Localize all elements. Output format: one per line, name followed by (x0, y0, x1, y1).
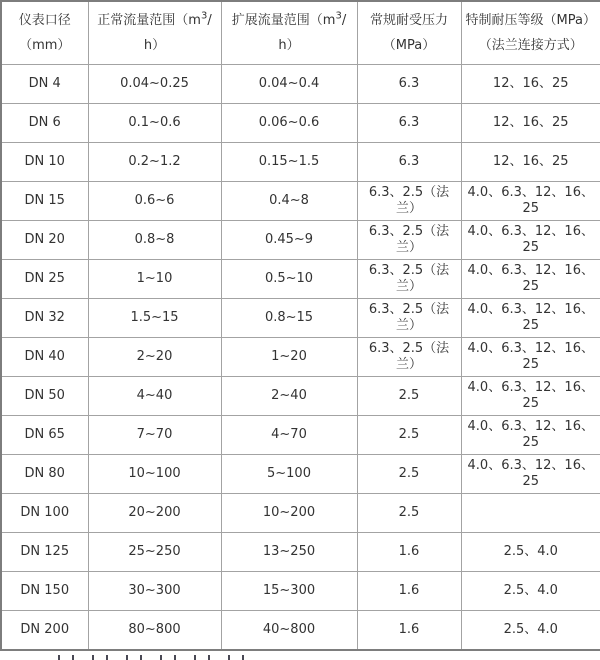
cell-extended-range: 10~200 (221, 494, 357, 533)
cell-normal-range: 0.2~1.2 (88, 143, 221, 182)
cell-normal-range: 25~250 (88, 533, 221, 572)
cell-special-pressure: 4.0、6.3、12、16、25 (461, 182, 600, 221)
cell-diameter: DN 50 (1, 377, 88, 416)
cell-pressure: 2.5 (357, 377, 461, 416)
table-row (1, 416, 600, 455)
table-row (1, 533, 600, 572)
table-row (1, 572, 600, 611)
cell-diameter: DN 20 (1, 221, 88, 260)
cell-extended-range: 0.06~0.6 (221, 104, 357, 143)
cell-diameter: DN 6 (1, 104, 88, 143)
col-header-normal-range (88, 1, 221, 65)
cell-pressure: 6.3、2.5（法兰） (357, 182, 461, 221)
cell-normal-range: 30~300 (88, 572, 221, 611)
col-header-pressure: 常规耐受压力（MPa） (357, 1, 461, 65)
table-header (1, 1, 600, 65)
cell-extended-range: 0.8~15 (221, 299, 357, 338)
cell-special-pressure: 2.5、4.0 (461, 572, 600, 611)
cell-special-pressure (461, 494, 600, 533)
cell-diameter: DN 80 (1, 455, 88, 494)
table-row (1, 611, 600, 651)
cell-special-pressure: 12、16、25 (461, 65, 600, 104)
cell-normal-range: 1.5~15 (88, 299, 221, 338)
cell-extended-range: 15~300 (221, 572, 357, 611)
cell-extended-range: 4~70 (221, 416, 357, 455)
cell-diameter: DN 10 (1, 143, 88, 182)
table-row (1, 338, 600, 377)
cell-diameter: DN 25 (1, 260, 88, 299)
cell-special-pressure: 4.0、6.3、12、16、25 (461, 338, 600, 377)
table-body (1, 65, 600, 651)
col-header-special-pressure: 特制耐压等级（MPa）（法兰连接方式） (461, 1, 600, 65)
cell-extended-range: 40~800 (221, 611, 357, 651)
table-row (1, 65, 600, 104)
cell-normal-range: 2~20 (88, 338, 221, 377)
cell-normal-range: 0.8~8 (88, 221, 221, 260)
cell-special-pressure: 4.0、6.3、12、16、25 (461, 377, 600, 416)
cell-pressure: 1.6 (357, 572, 461, 611)
cell-normal-range: 4~40 (88, 377, 221, 416)
cell-diameter: DN 65 (1, 416, 88, 455)
cell-special-pressure: 4.0、6.3、12、16、25 (461, 260, 600, 299)
cell-pressure: 6.3、2.5（法兰） (357, 260, 461, 299)
cell-normal-range: 0.1~0.6 (88, 104, 221, 143)
cell-normal-range: 80~800 (88, 611, 221, 651)
header-text: 扩展流量范围（m (231, 13, 336, 28)
cell-special-pressure: 2.5、4.0 (461, 611, 600, 651)
cell-special-pressure: 4.0、6.3、12、16、25 (461, 221, 600, 260)
cell-diameter: DN 4 (1, 65, 88, 104)
cell-pressure: 1.6 (357, 611, 461, 651)
cell-diameter: DN 15 (1, 182, 88, 221)
header-text: /h） (143, 13, 212, 53)
cell-pressure: 2.5 (357, 455, 461, 494)
cell-extended-range: 0.4~8 (221, 182, 357, 221)
table-row (1, 299, 600, 338)
cell-extended-range: 1~20 (221, 338, 357, 377)
cell-pressure: 6.3、2.5（法兰） (357, 299, 461, 338)
cell-extended-range: 0.04~0.4 (221, 65, 357, 104)
cell-special-pressure: 2.5、4.0 (461, 533, 600, 572)
cell-special-pressure: 12、16、25 (461, 104, 600, 143)
table-row (1, 494, 600, 533)
table-row (1, 260, 600, 299)
cell-pressure: 2.5 (357, 416, 461, 455)
col-header-diameter: 仪表口径（mm） (1, 1, 88, 65)
cell-extended-range: 2~40 (221, 377, 357, 416)
cell-normal-range: 20~200 (88, 494, 221, 533)
cell-pressure: 2.5 (357, 494, 461, 533)
cell-special-pressure: 4.0、6.3、12、16、25 (461, 299, 600, 338)
cell-diameter: DN 40 (1, 338, 88, 377)
cell-extended-range: 5~100 (221, 455, 357, 494)
cell-pressure: 6.3 (357, 104, 461, 143)
cell-special-pressure: 4.0、6.3、12、16、25 (461, 416, 600, 455)
cell-diameter: DN 100 (1, 494, 88, 533)
cell-special-pressure: 12、16、25 (461, 143, 600, 182)
cell-extended-range: 0.15~1.5 (221, 143, 357, 182)
clipped-text-fragments (58, 655, 253, 660)
cell-normal-range: 7~70 (88, 416, 221, 455)
cell-special-pressure: 4.0、6.3、12、16、25 (461, 455, 600, 494)
table-row (1, 143, 600, 182)
cell-extended-range: 0.45~9 (221, 221, 357, 260)
cell-pressure: 6.3、2.5（法兰） (357, 338, 461, 377)
superscript-3: 3 (200, 10, 208, 22)
cell-diameter: DN 32 (1, 299, 88, 338)
cell-normal-range: 0.04~0.25 (88, 65, 221, 104)
cell-pressure: 6.3、2.5（法兰） (357, 221, 461, 260)
header-row (1, 1, 600, 65)
table-row (1, 455, 600, 494)
cell-normal-range: 1~10 (88, 260, 221, 299)
superscript-3: 3 (335, 10, 342, 22)
table-row (1, 104, 600, 143)
cell-pressure: 6.3 (357, 65, 461, 104)
cell-normal-range: 10~100 (88, 455, 221, 494)
cell-diameter: DN 150 (1, 572, 88, 611)
header-text: 正常流量范围（m (97, 13, 201, 28)
cell-extended-range: 0.5~10 (221, 260, 357, 299)
col-header-extended-range (221, 1, 357, 65)
table-row (1, 377, 600, 416)
cell-extended-range: 13~250 (221, 533, 357, 572)
cell-pressure: 6.3 (357, 143, 461, 182)
header-text: /h） (278, 13, 347, 53)
table-row (1, 221, 600, 260)
cell-normal-range: 0.6~6 (88, 182, 221, 221)
table-row (1, 182, 600, 221)
cell-diameter: DN 125 (1, 533, 88, 572)
cell-pressure: 1.6 (357, 533, 461, 572)
cell-diameter: DN 200 (1, 611, 88, 651)
